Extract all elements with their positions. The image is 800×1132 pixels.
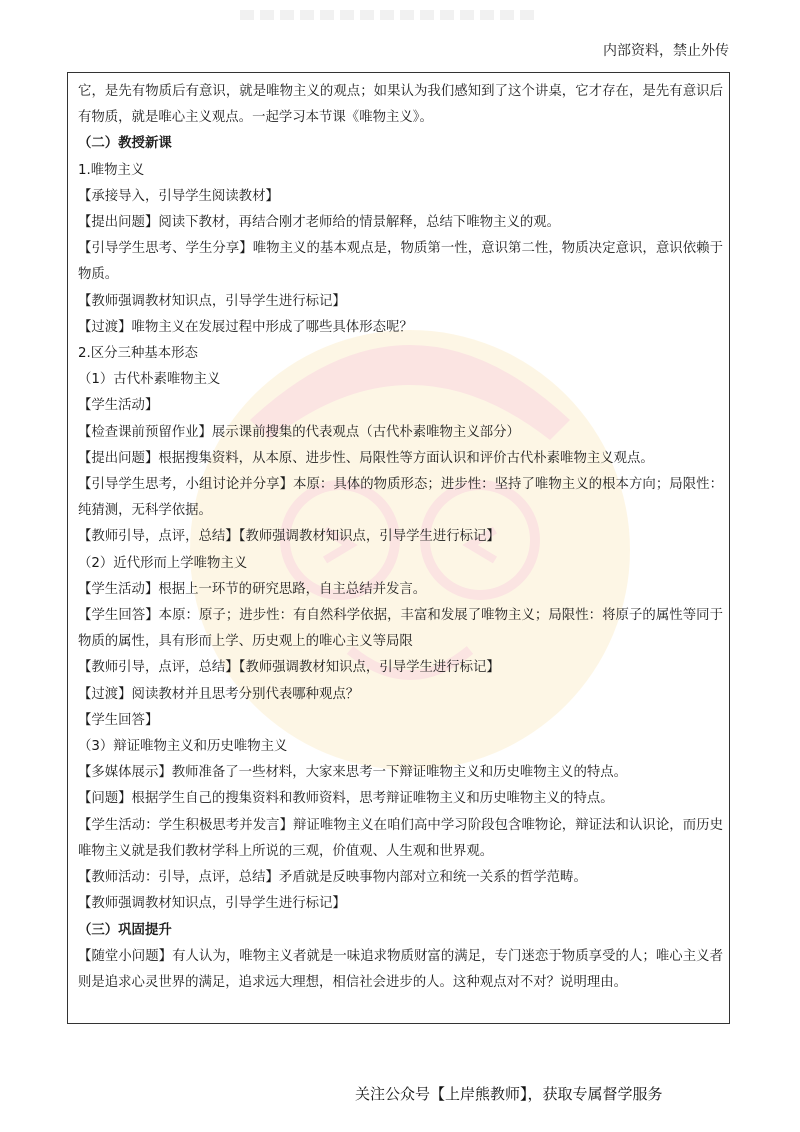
content-line: 【提出问题】根据搜集资料，从本原、进步性、局限性等方面认识和评价古代朴素唯物主义观点。	[78, 450, 654, 466]
section-heading: （三）巩固提升	[78, 922, 172, 938]
section-heading: （二）教授新课	[78, 136, 172, 152]
content-line: 【教师强调教材知识点，引导学生进行标记】	[78, 896, 346, 912]
content-line: 【提出问题】阅读下教材，再结合刚才老师给的情景解释，总结下唯物主义的观。	[78, 215, 561, 231]
header-note: 内部资料，禁止外传	[603, 43, 729, 59]
content-line: （3）辩证唯物主义和历史唯物主义	[78, 739, 288, 755]
content-line: 【检查课前预留作业】展示课前搜集的代表观点（古代朴素唯物主义部分）	[78, 424, 520, 440]
content-line: 1.唯物主义	[78, 162, 145, 178]
content-line: 【学生活动】根据上一环节的研究思路，自主总结并发言。	[78, 581, 427, 597]
content-line: 【教师强调教材知识点，引导学生进行标记】	[78, 293, 346, 309]
content-line: 【承接导入，引导学生阅读教材】	[78, 188, 279, 204]
content-line: （1）古代朴素唯物主义	[78, 372, 221, 388]
content-line: 【过渡】唯物主义在发展过程中形成了哪些具体形态呢？	[78, 319, 413, 335]
content-line: 【教师活动：引导，点评，总结】矛盾就是反映事物内部对立和统一关系的哲学范畴。	[78, 870, 587, 886]
content-line: 【学生回答】本原：原子；进步性：有自然科学依据，丰富和发展了唯物主义；局限性：将原子的属性等同于物质的属性，具有形而上学、历史观上的唯心主义等局限	[78, 608, 723, 650]
content-line: 它，是先有物质后有意识，就是唯物主义的观点；如果认为我们感知到了这个讲桌，它才存在，是先有意识后有物质，就是唯心主义观点。一起学习本节课《唯物主义》。	[78, 84, 723, 126]
content-line: 【教师引导，点评，总结】【教师强调教材知识点，引导学生进行标记】	[78, 660, 500, 676]
content-line: 【学生回答】	[78, 712, 159, 728]
content-line: 【随堂小问题】有人认为，唯物主义者就是一味追求物质财富的满足，专门迷恋于物质享受的人；唯心主义者则是追求心灵世界的满足，追求远大理想，相信社会进步的人。这种观点对不对？说明理由。	[78, 948, 723, 990]
content-line: 2.区分三种基本形态	[78, 346, 198, 362]
content-line: 【学生活动】	[78, 398, 159, 414]
content-line: 【学生活动：学生积极思考并发言】辩证唯物主义在咱们高中学习阶段包含唯物论，辩证法和认识论，而历史唯物主义就是我们教材学科上所说的三观，价值观、人生观和世界观。	[78, 817, 723, 859]
content-line: 【教师引导，点评，总结】【教师强调教材知识点，引导学生进行标记】	[78, 529, 500, 545]
content-line: 【引导学生思考，小组讨论并分享】本原：具体的物质形态；进步性：坚持了唯物主义的根本方向；局限性：纯猜测，无科学依据。	[78, 477, 723, 519]
footer-promo: 关注公众号【上岸熊教师】，获取专属督学服务	[355, 1085, 663, 1103]
content-line: 【多媒体展示】教师准备了一些材料，大家来思考一下辩证唯物主义和历史唯物主义的特点。	[78, 765, 628, 781]
content-line: 【引导学生思考、学生分享】唯物主义的基本观点是，物质第一性，意识第二性，物质决定意识，意识依赖于物质。	[78, 241, 723, 283]
faint-top-mark	[240, 10, 540, 20]
content-line: 【问题】根据学生自己的搜集资料和教师资料，思考辩证唯物主义和历史唯物主义的特点。	[78, 791, 614, 807]
content-line: 【过渡】阅读教材并且思考分别代表哪种观点？	[78, 686, 360, 702]
lesson-content	[78, 79, 723, 996]
content-line: （2）近代形而上学唯物主义	[78, 555, 248, 571]
